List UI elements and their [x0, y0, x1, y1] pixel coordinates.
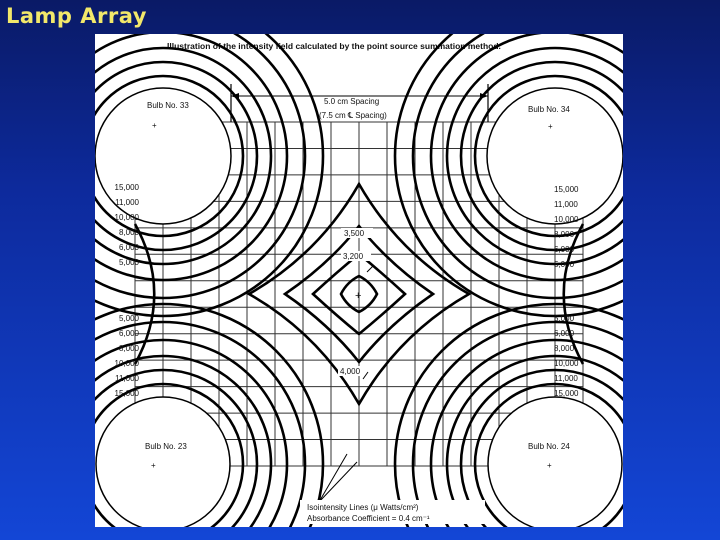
legend-line-1: Isointensity Lines (μ Watts/cm²) — [307, 503, 419, 512]
lamp-array-figure — [95, 34, 623, 527]
label-3200: 3,200 — [343, 252, 364, 261]
label-4000: 4,000 — [340, 367, 361, 376]
scale-value: 10,000 — [114, 213, 139, 222]
scale-value: 15,000 — [554, 185, 579, 194]
center-mark: + — [355, 290, 362, 302]
bulb-24-label: Bulb No. 24 — [528, 442, 570, 451]
label-3500: 3,500 — [344, 229, 365, 238]
legend — [300, 454, 485, 524]
bulb-33-label: Bulb No. 33 — [147, 101, 189, 110]
scale-value: 11,000 — [554, 200, 578, 209]
centerline-spacing-label: (7.5 cm ℄ Spacing) — [319, 111, 387, 120]
bulb-34-center-mark: + — [548, 122, 553, 131]
scale-value: 11,000 — [554, 374, 578, 383]
bulb-23-label: Bulb No. 23 — [145, 442, 187, 451]
scale-value: 15,000 — [114, 389, 139, 398]
scale-value: 5,000 — [118, 258, 139, 267]
scale-value: 11,000 — [115, 374, 139, 383]
scale-value: 11,000 — [115, 198, 139, 207]
scale-value: 15,000 — [554, 389, 579, 398]
bulb-24-center-mark: + — [547, 461, 552, 470]
scale-value: 10,000 — [554, 215, 579, 224]
scale-value: 6,000 — [118, 243, 139, 252]
scale-value: 5,000 — [118, 314, 139, 323]
scale-value: 8,000 — [554, 230, 575, 239]
bulb-33-center-mark: + — [152, 121, 157, 130]
bulb-34-label: Bulb No. 34 — [528, 105, 570, 114]
spacing-label: 5.0 cm Spacing — [324, 97, 380, 106]
scale-value: 10,000 — [114, 359, 139, 368]
scale-value: 6,000 — [118, 329, 139, 338]
legend-line-2: Absorbance Coefficient = 0.4 cm⁻¹ — [307, 514, 430, 523]
scale-value: 5,000 — [554, 314, 575, 323]
scale-value: 15,000 — [114, 183, 139, 192]
scale-value: 5,000 — [554, 260, 575, 269]
slide-title: Lamp Array — [6, 4, 147, 28]
scale-value: 8,000 — [118, 228, 139, 237]
figure-caption: Illustration of the intensity field calculated by the point source summation method. — [167, 41, 501, 51]
bulb-24 — [488, 397, 622, 527]
bulb-23-center-mark: + — [151, 461, 156, 470]
bulb-23 — [96, 397, 230, 527]
scale-value: 8,000 — [118, 344, 139, 353]
scale-value: 8,000 — [554, 344, 575, 353]
intensity-field-diagram — [95, 34, 623, 527]
scale-value: 6,000 — [554, 245, 575, 254]
scale-value: 10,000 — [554, 359, 579, 368]
scale-value: 6,000 — [554, 329, 575, 338]
